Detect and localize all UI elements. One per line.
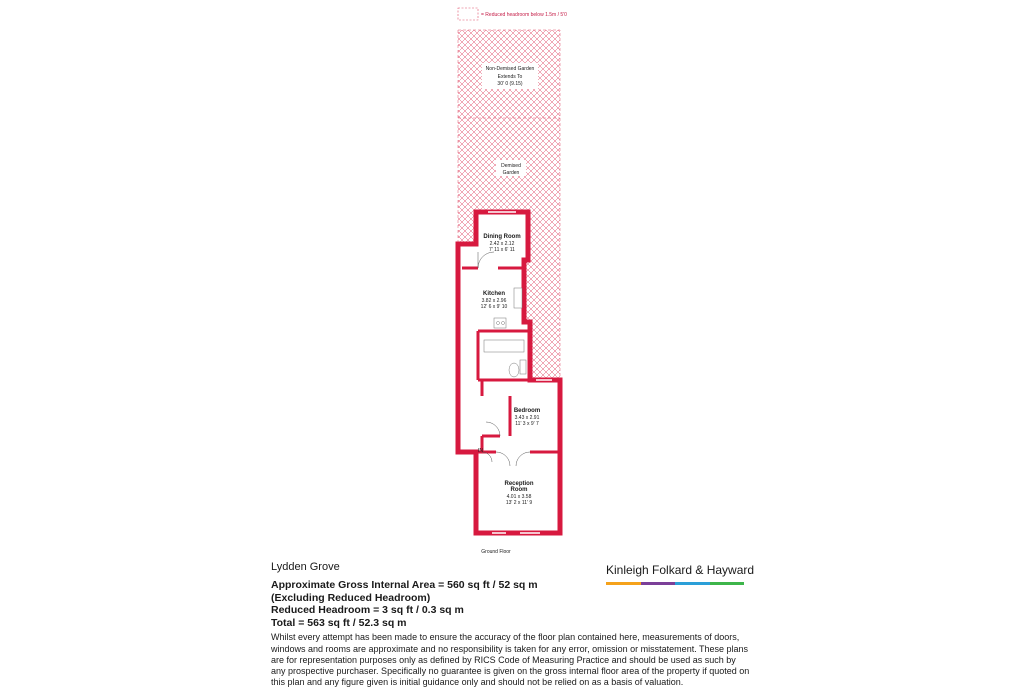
total-area: Total = 563 sq ft / 52.3 sq m [271, 616, 407, 629]
stripe-blue [675, 582, 710, 585]
garden-demised-line2: Garden [502, 170, 520, 176]
bedroom-name: Bedroom [513, 408, 541, 414]
agency-name: Kinleigh Folkard & Hayward [606, 563, 755, 577]
dining-room-name: Dining Room [483, 234, 521, 240]
legend-swatch [458, 8, 478, 20]
kitchen-imperial: 12' 6 x 9' 10 [480, 304, 508, 310]
kitchen-metric: 3.82 x 2.96 [481, 298, 507, 304]
kitchen-name: Kitchen [482, 291, 506, 297]
garden-non-demised-line3: 30' 0 (9.15) [497, 81, 523, 87]
reception-room-name-1: Reception [504, 481, 534, 487]
reduced-headroom-area: Reduced Headroom = 3 sq ft / 0.3 sq m [271, 604, 464, 617]
bedroom-metric: 3.43 x 2.91 [514, 415, 540, 421]
garden-non-demised-line2: Extends To [497, 74, 523, 80]
stripe-orange [606, 582, 641, 585]
gross-internal-area: Approximate Gross Internal Area = 560 sq ft / 52 sq m [271, 579, 538, 591]
disclaimer-text: Whilst every attempt has been made to ensure the accuracy of the floor plan contained here, measurements of doors, windows and rooms are approximate and no responsibility is taken for any error, omission or misstatement. These plans are for representation purposes only as defined by RICS Code of Measuring Practice and should be used as such by any prospective purchaser. Specifically no guarantee is given on the gross internal floor area of the property if quoted on this plan and any figure given is initial guidance only and should not be relied on as a basis of valuation. [271, 632, 750, 688]
dining-room-imperial: 7' 11 x 6' 11 [489, 247, 515, 253]
reception-room-metric: 4.01 x 3.58 [506, 494, 532, 500]
garden-non-demised-line1: Non-Demised Garden [485, 66, 535, 72]
property-address: Lydden Grove [271, 561, 340, 573]
garden-demised-line1: Demised [501, 163, 521, 169]
dining-room-metric: 2.42 x 2.12 [489, 241, 515, 247]
stripe-purple [641, 582, 676, 585]
stripe-green [710, 582, 745, 585]
entrance-label: IN [478, 448, 483, 454]
excluding-reduced-headroom: (Excluding Reduced Headroom) [271, 591, 431, 604]
reception-room-imperial: 13' 2 x 11' 9 [505, 500, 533, 506]
legend-label: = Reduced headroom below 1.5m / 5'0 [481, 12, 567, 18]
bedroom-imperial: 11' 3 x 9' 7 [515, 421, 539, 427]
brand-stripe [606, 582, 744, 585]
agency-logo [606, 563, 755, 585]
reception-room-name-2: Room [510, 487, 528, 493]
floor-label: Ground Floor [481, 549, 511, 555]
